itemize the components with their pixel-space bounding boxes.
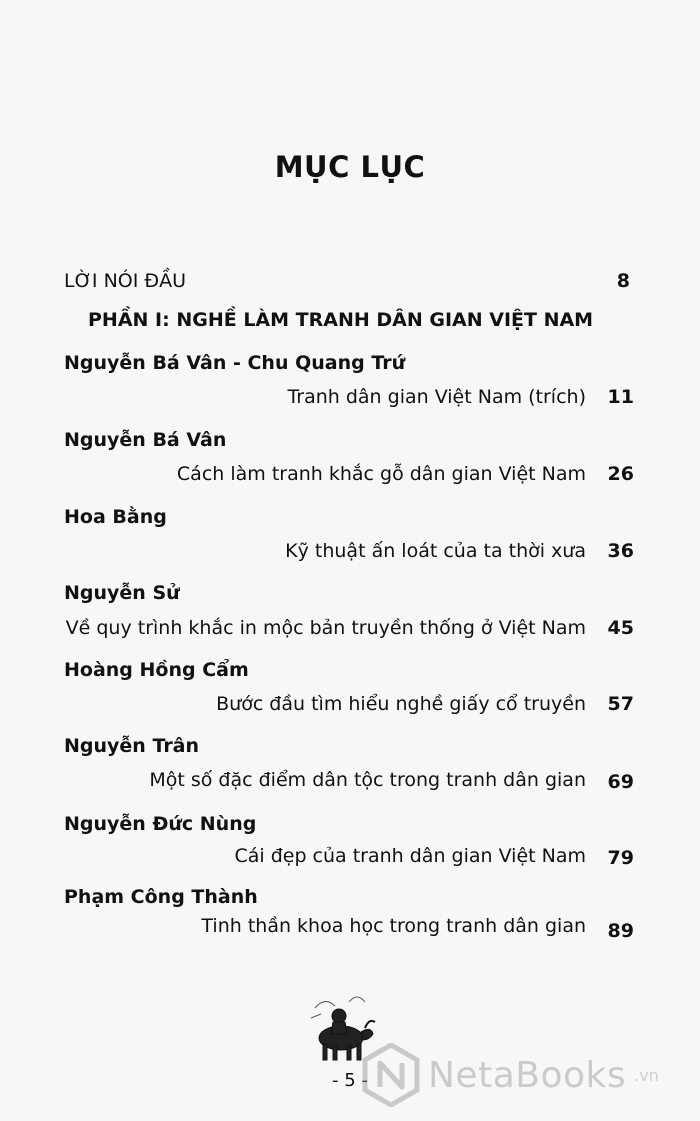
entry-title: Tranh dân gian Việt Nam (trích) [287,386,586,408]
entry-title: Một số đặc điểm dân tộc trong tranh dân gian [149,769,586,791]
netabooks-logo-icon [362,1043,420,1107]
watermark-brand: NetaBooks [428,1054,627,1096]
entry-author: Phạm Công Thành [64,886,258,908]
entry-title: Tinh thần khoa học trong tranh dân gian [201,915,586,937]
entry-page-number: 89 [607,920,634,942]
entry-author: Nguyễn Bá Vân [64,429,227,451]
entry-author: Nguyễn Trân [64,735,200,757]
entry-author: Nguyễn Đức Nùng [64,813,257,835]
entry-title: Về quy trình khắc in mộc bản truyền thống ở Việt Nam [65,617,586,639]
entry-title: Cách làm tranh khắc gỗ dân gian Việt Nam [176,463,586,485]
entry-page-number: 11 [607,386,634,408]
entry-title: Kỹ thuật ấn loát của ta thời xưa [285,540,586,562]
entry-author: Nguyễn Bá Vân - Chu Quang Trứ [64,352,406,374]
watermark-suffix: .vn [634,1065,659,1085]
watermark [362,1043,692,1107]
page-title: MỤC LỤC [274,150,426,184]
entry-author: Nguyễn Sử [64,582,180,604]
preface-page-number: 8 [616,270,630,292]
entry-author: Hoàng Hồng Cẩm [64,659,249,681]
page-number: - 5 - [332,1070,368,1091]
entry-page-number: 79 [607,847,634,869]
entry-title: Bước đầu tìm hiểu nghề giấy cổ truyền [216,693,586,715]
entry-page-number: 69 [607,771,634,793]
entry-page-number: 36 [607,540,634,562]
entry-author: Hoa Bằng [64,506,167,528]
part-title: PHẦN I: NGHỀ LÀM TRANH DÂN GIAN VIỆT NAM [88,309,594,331]
entry-title: Cái đẹp của tranh dân gian Việt Nam [234,845,586,867]
entry-page-number: 45 [607,617,634,639]
entry-page-number: 57 [607,693,634,715]
entry-page-number: 26 [607,463,634,485]
preface-title: LỜI NÓI ĐẦU [64,270,187,292]
